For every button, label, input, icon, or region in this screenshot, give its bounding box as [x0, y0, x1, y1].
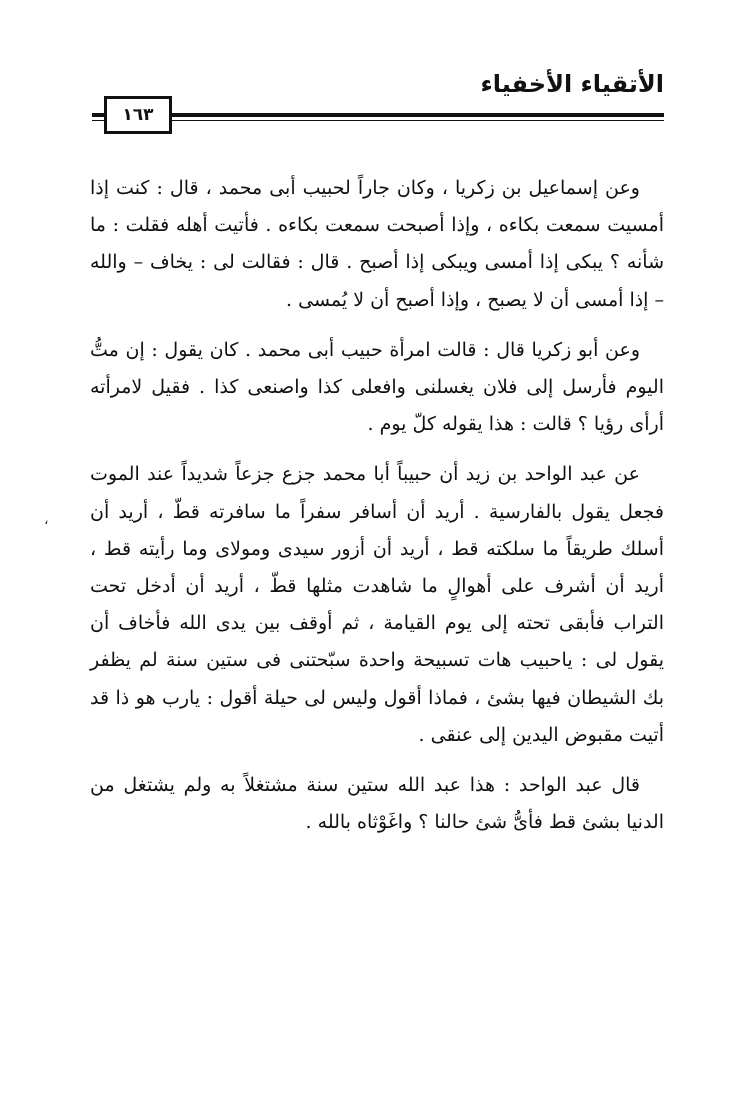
- running-header-title: الأتقياء الأخفياء: [480, 70, 664, 98]
- paragraph-1: وعن إسماعيل بن زكريا ، وكان جاراً لحبيب أبى محمد ، قال : كنت إذا أمسيت سمعت بكاءه ، وإذا أصبحت سمعت بكاءه . فأتيت أهله فقلت : ما شأنه ؟ يبكى إذا أمسى ويبكى إذا أصبح . قال : فقالت لى : يخاف – والله – إذا أمسى أن لا يصبح ، وإذا أصبح أن لا يُمسى .: [90, 177, 664, 311]
- header-rule-thin: [92, 120, 664, 121]
- paragraph-4: قال عبد الواحد : هذا عبد الله ستين سنة مشتغلاً به ولم يشتغل من الدنيا بشئ قط فأىُّ شئ حالنا ؟ واغَوْثاه بالله .: [90, 774, 664, 834]
- paragraph-2: وعن أبو زكريا قال : قالت امرأة حبيب أبى محمد . كان يقول : إن متُّ اليوم فأرسل إلى فلان يغسلنى وافعلى كذا واصنعى كذا . فقيل لامرأته أرأى رؤيا ؟ قالت : هذا يقوله كلّ يوم .: [90, 338, 664, 436]
- header-rule-thick: [92, 113, 664, 117]
- margin-mark: ،: [44, 512, 49, 528]
- paragraph-3: عن عبد الواحد بن زيد أن حبيباً أبا محمد جزع جزعاً شديداً عند الموت فجعل يقول بالفارسية . أريد أن أسافر سفراً ما سافرته قطّ ، أريد أن أسلك طريقاً ما سلكته قط ، أريد أن أزور سيدى ومولاى وما رأيته قط ، أريد أن أشرف على أهوالٍ ما شاهدت مثلها قطّ ، أريد أن أدخل تحت التراب فأبقى تحته إلى يوم القيامة ، ثم أوقف بين يدى الله فأخاف أن يقول لى : ياحبيب هات تسبيحة واحدة سبّحتنى فى ستين سنة لم يظفر بك الشيطان فيها بشئ ، فماذا أقول وليس لى حيلة أقول : يارب هو ذا قد أتيت مقبوض اليدين إلى عنقى .: [90, 463, 664, 746]
- page-number: ١٦٣: [104, 96, 172, 134]
- main-text: [90, 170, 664, 854]
